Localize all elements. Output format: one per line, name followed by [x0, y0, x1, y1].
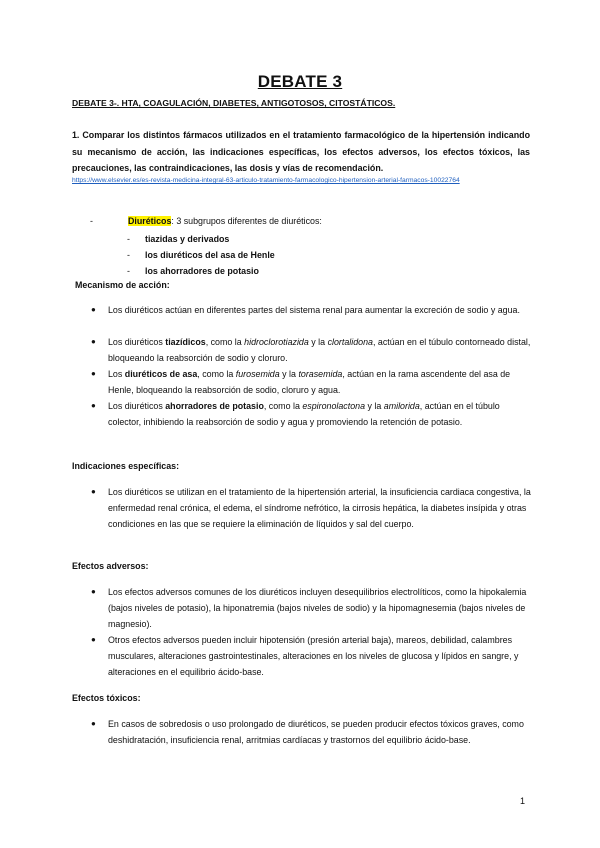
bullet-icon: ●	[91, 487, 96, 496]
section-heading-toxicos: Efectos tóxicos:	[72, 693, 141, 703]
diureticos-rest: : 3 subgrupos diferentes de diuréticos:	[171, 216, 322, 226]
bullet-icon: ●	[91, 337, 96, 346]
subgroup-label: los diuréticos del asa de Henle	[145, 250, 275, 260]
list-item	[91, 584, 531, 632]
list-dash: -	[127, 266, 130, 276]
reference-link[interactable]: https://www.elsevier.es/es-revista-medicina-integral-63-articulo-tratamiento-farmacologico-hipertension-arterial-farmacos-10022764	[72, 177, 460, 184]
list-item	[91, 366, 531, 398]
section-heading-mecanismo: Mecanismo de acción:	[75, 280, 170, 290]
bullet-text: En casos de sobredosis o uso prolongado de diuréticos, se pueden producir efectos tóxicos graves, como deshidratación, insuficiencia renal, arritmias cardíacas y trastornos del equilibrio ácido-base.	[108, 719, 524, 745]
list-item	[91, 484, 531, 532]
list-item	[91, 716, 531, 748]
document-subtitle: DEBATE 3-. HTA, COAGULACIÓN, DIABETES, ANTIGOTOSOS, CITOSTÁTICOS.	[72, 98, 396, 108]
list-dash: -	[127, 234, 130, 244]
page-number: 1	[520, 796, 526, 806]
subgroup-item	[127, 250, 275, 260]
list-item	[91, 302, 531, 318]
bullet-text: Los efectos adversos comunes de los diuréticos incluyen desequilibrios electrolíticos, como la hipokalemia (bajos niveles de potasio), la hiponatremia (bajos niveles de sodio) y la hipomagnesemia (bajos niveles de magnesio).	[108, 587, 527, 629]
bullet-text: Los diuréticos actúan en diferentes partes del sistema renal para aumentar la excreción de sodio y agua.	[108, 305, 520, 315]
subgroup-item	[127, 266, 259, 276]
bullet-icon: ●	[91, 401, 96, 410]
bullet-text: Los diuréticos de asa, como la furosemida y la torasemida, actúan en la rama ascendente del asa de Henle, bloqueando la reabsorción de sodio, cloruro y agua.	[108, 369, 511, 395]
subgroup-item	[127, 234, 229, 244]
bullet-icon: ●	[91, 635, 96, 644]
list-item	[91, 632, 531, 680]
list-item	[91, 398, 531, 430]
bullet-icon: ●	[91, 305, 96, 314]
bullet-icon: ●	[91, 369, 96, 378]
bullet-text: Otros efectos adversos pueden incluir hipotensión (presión arterial baja), mareos, debilidad, calambres musculares, alteraciones gastrointestinales, alteraciones en los niveles de glucosa y lípidos en sangre, y alteraciones en el equilibrio ácido-base.	[108, 635, 519, 677]
diureticos-label: Diuréticos	[128, 216, 172, 226]
question-text: 1. Comparar los distintos fármacos utilizados en el tratamiento farmacológico de la hipertensión indicando su mecanismo de acción, las indicaciones específicas, los efectos adversos, los efectos tóxicos, las precauciones, las contraindicaciones, las dosis y vías de recomendación.	[72, 130, 530, 173]
bullet-text: Los diuréticos ahorradores de potasio, como la espironolactona y la amilorida, actúan en el túbulo colector, inhibiendo la reabsorción de sodio y agua y promoviendo la retención de potasio.	[108, 401, 500, 427]
page-title: DEBATE 3	[257, 72, 343, 91]
bullet-text: Los diuréticos se utilizan en el tratamiento de la hipertensión arterial, la insuficiencia cardiaca congestiva, la enfermedad renal crónica, el edema, el síndrome nefrótico, la cirrosis hepática, la diabetes insípida y otras condiciones en las que se requiere la eliminación de líquidos y sal del cuerpo.	[108, 487, 531, 529]
section-heading-indicaciones: Indicaciones específicas:	[72, 461, 180, 471]
bullet-icon: ●	[91, 587, 96, 596]
bullet-text: Los diuréticos tiazídicos, como la hidroclorotiazida y la clortalidona, actúan en el túbulo contorneado distal, bloqueando la reabsorción de sodio y cloruro.	[108, 337, 531, 363]
bullet-icon: ●	[91, 719, 96, 728]
diureticos-line	[90, 216, 322, 226]
subgroup-label: los ahorradores de potasio	[145, 266, 259, 276]
list-dash: -	[127, 250, 130, 260]
list-dash: -	[90, 216, 93, 226]
subgroup-label: tiazidas y derivados	[145, 234, 230, 244]
section-heading-adversos: Efectos adversos:	[72, 561, 149, 571]
list-item	[91, 334, 531, 366]
